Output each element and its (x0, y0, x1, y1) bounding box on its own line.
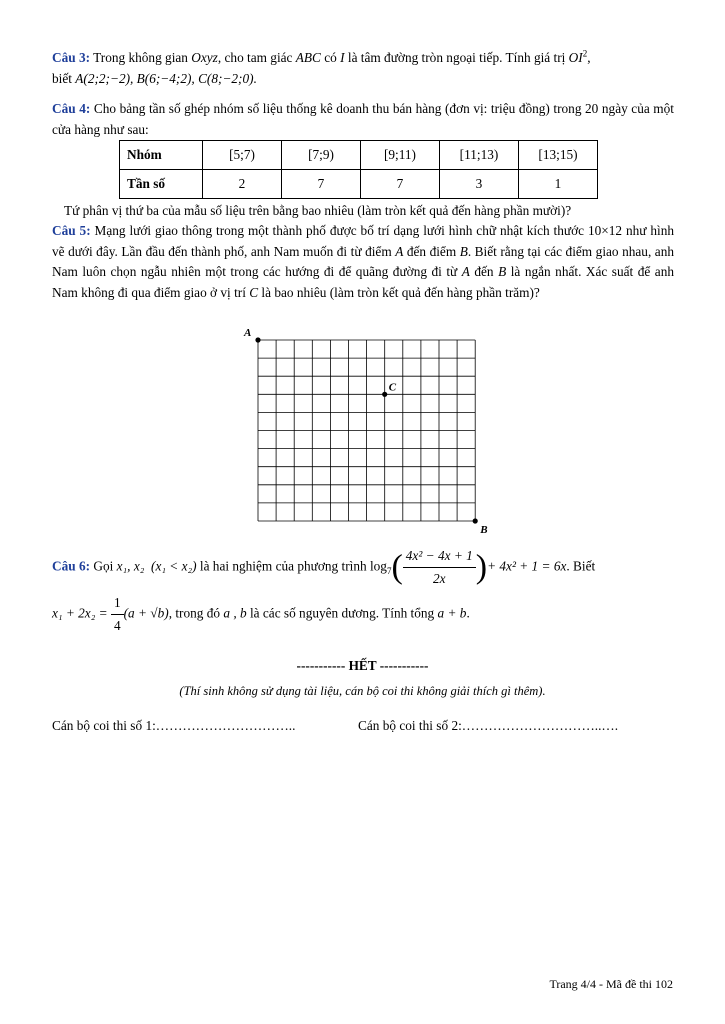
q6-sum: a + b (437, 605, 467, 621)
left-paren: ( (391, 548, 403, 586)
q5-text-6: là ngắn nhất. Xác suất để anh Nam không đi qua điểm giao ở vị trí (52, 264, 674, 300)
table-row (120, 170, 598, 199)
q3-oi: OI (568, 50, 583, 65)
table-cell: [13;15) (519, 141, 598, 170)
q5-text-1: Mạng lưới giao thông trong một thành phố được bố trí dạng lưới hình chữ nhật kích thước (90, 223, 588, 238)
table-cell: 7 (282, 170, 361, 199)
q3-text-1: Trong không gian (90, 50, 192, 65)
q5-text-4: . Biết rằng tại các điểm giao nhau, anh Nam luôn chọn ngẫu nhiên một trong các hướng đi để quãng đường đi từ (52, 243, 674, 279)
q6-quarter-num: 1 (111, 592, 124, 615)
street-grid-figure (240, 322, 500, 542)
signature-line-2: Cán bộ coi thi số 2:…………………………..…. (358, 718, 619, 733)
q5-text-5: đến (469, 264, 499, 279)
q3-text-2: , cho tam giác (217, 50, 296, 65)
q3-text-3: có (320, 50, 341, 65)
question-4-label: Câu 4: (52, 101, 91, 116)
question-6 (52, 545, 674, 590)
table-cell: 3 (440, 170, 519, 199)
q6-fraction (403, 545, 476, 590)
q5-point-b: B (459, 243, 468, 259)
table-cell: 1 (519, 170, 598, 199)
q3-space: Oxyz (191, 50, 218, 65)
q6-log: log (369, 558, 387, 574)
q3-line2: biết (52, 70, 76, 86)
q3-text-5: , (587, 50, 591, 65)
table-row (120, 141, 598, 170)
q6-quarter-den: 4 (113, 618, 121, 633)
question-5-label: Câu 5: (52, 223, 91, 238)
q6-text-6: . (466, 605, 470, 621)
q6-expression: (a + √b) (123, 605, 169, 621)
table-cell: [11;13) (440, 141, 519, 170)
question-4 (52, 99, 674, 140)
q5-text-7: là bao nhiêu (làm tròn kết quả đến hàng phần trăm)? (258, 284, 540, 300)
q6-ab: a , b (223, 605, 247, 621)
q5-size: 10×12 (587, 223, 623, 238)
signature-line-1: Cán bộ coi thi số 1:………………………….. (52, 718, 296, 733)
q4-text: Cho bảng tần số ghép nhóm số liệu thống kê doanh thu bán hàng (đơn vị: triệu đồng) trong 20 ngày của một cửa hàng như sau: (52, 101, 674, 137)
page-footer: Trang 4/4 - Mã đề thi 102 (549, 977, 673, 991)
q5-point-a2: A (461, 264, 470, 279)
street-grid (240, 322, 500, 537)
q3-center-point: I (340, 50, 345, 65)
q6-log-base: 7 (386, 566, 392, 577)
point-c-dot (382, 392, 387, 397)
q6-text-1: Gọi (90, 558, 117, 574)
end-marker: ----------- HẾT ----------- (296, 658, 429, 673)
end-note: (Thí sinh không sử dụng tài liệu, cán bộ coi thi không giải thích gì thêm). (179, 684, 546, 698)
q6-text-5: là các số nguyên dương. Tính tổng (246, 605, 438, 621)
point-b-dot (473, 518, 478, 523)
q4-question: Tứ phân vị thứ ba của mẫu số liệu trên bằng bao nhiêu (làm tròn kết quả đến hàng phần mười)? (64, 203, 572, 218)
point-a-dot (255, 337, 260, 342)
table-cell: [7;9) (282, 141, 361, 170)
q6-text-4: , trong đó (168, 605, 224, 621)
table-cell: [5;7) (203, 141, 282, 170)
q3-exponent: 2 (582, 48, 588, 59)
question-3-label: Câu 3: (52, 50, 91, 65)
q6-lhs2: x₁ + 2x₂ = (52, 605, 108, 621)
q6-rhs: + 4x² + 1 = 6x (487, 558, 567, 574)
q5-point-b2: B (498, 264, 507, 279)
q6-numerator: 4x² − 4x + 1 (403, 545, 476, 568)
question-5 (52, 221, 674, 303)
q6-roots: x₁, x₂ (116, 558, 145, 574)
q6-text-2: là hai nghiệm của phương trình (196, 558, 370, 574)
q3-points: A(2;2;−2), B(6;−4;2), C(8;−2;0). (75, 70, 257, 86)
question-6-line2 (52, 592, 674, 637)
question-6-label: Câu 6: (52, 558, 91, 574)
q5-text-2: như hình vẽ dưới đây. Lần đầu đến thành phố, anh Nam muốn đi từ điểm (52, 223, 675, 259)
q3-triangle: ABC (295, 50, 321, 65)
q6-condition: (x₁ < x₂) (151, 558, 197, 574)
table-header-group: Nhóm (120, 141, 203, 170)
q6-text-3: . Biết (566, 558, 596, 574)
q6-denominator: 2x (432, 571, 446, 586)
q5-point-c: C (249, 284, 259, 300)
point-a-label: A (244, 327, 252, 339)
table-cell: 2 (203, 170, 282, 199)
question-3 (52, 48, 674, 89)
right-paren: ) (475, 548, 488, 586)
point-b-label: B (480, 524, 488, 536)
table-cell: 7 (361, 170, 440, 199)
q5-text-3: đến điểm (403, 243, 460, 259)
q3-text-4: là tâm đường tròn ngoại tiếp. Tính giá trị (344, 50, 569, 65)
q6-quarter-fraction (111, 592, 124, 637)
table-header-frequency: Tần số (120, 170, 203, 199)
q5-point-a: A (395, 243, 404, 259)
frequency-table (119, 140, 598, 199)
point-c-label: C (388, 381, 397, 394)
table-cell: [9;11) (361, 141, 440, 170)
